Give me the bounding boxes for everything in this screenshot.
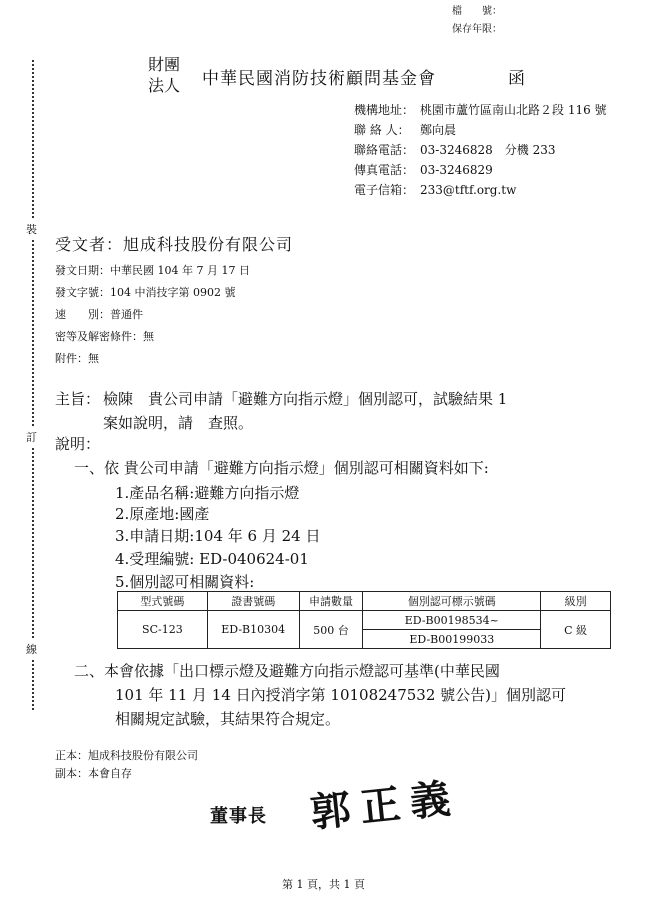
meta-speed: 速 別：普通件	[55, 308, 143, 321]
subject-label: 主旨：	[55, 390, 101, 408]
detail-origin: 2.原產地:國產	[115, 505, 210, 523]
contact-person: 聯 絡 人： 鄭向晨	[354, 123, 457, 137]
subject-line2: 案如說明，請 查照。	[103, 414, 254, 432]
org-prefix-line2: 法人	[148, 76, 181, 95]
binding-char-top: 裝	[26, 220, 37, 238]
distribution-original: 正本：旭成科技股份有限公司	[55, 749, 198, 762]
detail-accept-number: 4.受理編號: ED-040624-01	[115, 550, 309, 568]
signature-area	[210, 770, 510, 840]
doc-type: 函	[508, 69, 526, 89]
certification-table	[117, 591, 611, 649]
detail-product-name: 1.產品名稱:避難方向指示燈	[115, 484, 300, 502]
contact-email: 電子信箱： 233@tftf.org.tw	[354, 183, 517, 197]
binding-char-mid: 訂	[26, 428, 37, 446]
cell-grade: C 級	[541, 611, 611, 649]
cell-model: SC-123	[118, 611, 208, 649]
cell-mark-line2: ED-B00199033	[363, 630, 541, 649]
cell-mark-line1: ED-B00198534~	[363, 611, 541, 630]
detail-apply-date: 3.申請日期:104 年 6 月 24 日	[115, 527, 321, 545]
table-header-row	[118, 592, 611, 611]
binding-char-bottom: 線	[26, 640, 37, 658]
org-prefix-line1: 財團	[148, 55, 181, 74]
explanation-item2-line2: 101 年 11 月 14 日內授消字第 10108247532 號公告)」個別認可	[115, 686, 567, 704]
meta-secrecy: 密等及解密條件：無	[55, 330, 154, 343]
th-cert: 證書號碼	[207, 592, 299, 611]
signature-title: 董事長	[210, 806, 267, 827]
meta-doc-number: 發文字號：104 中消技字第 0902 號	[55, 286, 236, 299]
th-mark: 個別認可標示號碼	[363, 592, 541, 611]
contact-address: 機構地址： 桃園市蘆竹區南山北路２段 116 號	[354, 103, 607, 117]
detail-related-data: 5.個別認可相關資料:	[115, 573, 255, 591]
page-footer: 第 1 頁，共 1 頁	[282, 878, 365, 891]
meta-block	[55, 260, 250, 370]
meta-date: 發文日期：中華民國 104 年 7 月 17 日	[55, 264, 250, 277]
signature-name: 郭正義	[308, 774, 463, 837]
subject-line1: 檢陳 貴公司申請「避難方向指示燈」個別認可，試驗結果 1	[103, 390, 508, 408]
binding-line	[32, 60, 34, 710]
explanation-label: 說明：	[55, 435, 101, 453]
explanation-item2-line1: 二、本會依據「出口標示燈及避難方向指示燈認可基準(中華民國	[74, 662, 500, 680]
table-row	[118, 611, 611, 630]
org-name: 中華民國消防技術顧問基金會	[202, 69, 436, 89]
explanation-item2-line3: 相關規定試驗，其結果符合規定。	[115, 710, 341, 728]
meta-attachment: 附件：無	[55, 352, 99, 365]
archive-number-label: 檔 號：	[452, 6, 502, 17]
cell-qty: 500 台	[299, 611, 363, 649]
cell-cert: ED-B10304	[207, 611, 299, 649]
contact-fax: 傳真電話： 03-3246829	[354, 163, 493, 177]
th-qty: 申請數量	[299, 592, 363, 611]
explanation-item1: 一、依 貴公司申請「避難方向指示燈」個別認可相關資料如下:	[74, 459, 489, 477]
contact-phone: 聯絡電話： 03-3246828 分機 233	[354, 143, 556, 157]
th-grade: 級別	[541, 592, 611, 611]
recipient: 受文者：旭成科技股份有限公司	[55, 235, 294, 254]
th-model: 型式號碼	[118, 592, 208, 611]
distribution-copy: 副本：本會自存	[55, 767, 132, 780]
contact-block	[354, 100, 607, 200]
retention-period-label: 保存年限：	[452, 24, 502, 35]
